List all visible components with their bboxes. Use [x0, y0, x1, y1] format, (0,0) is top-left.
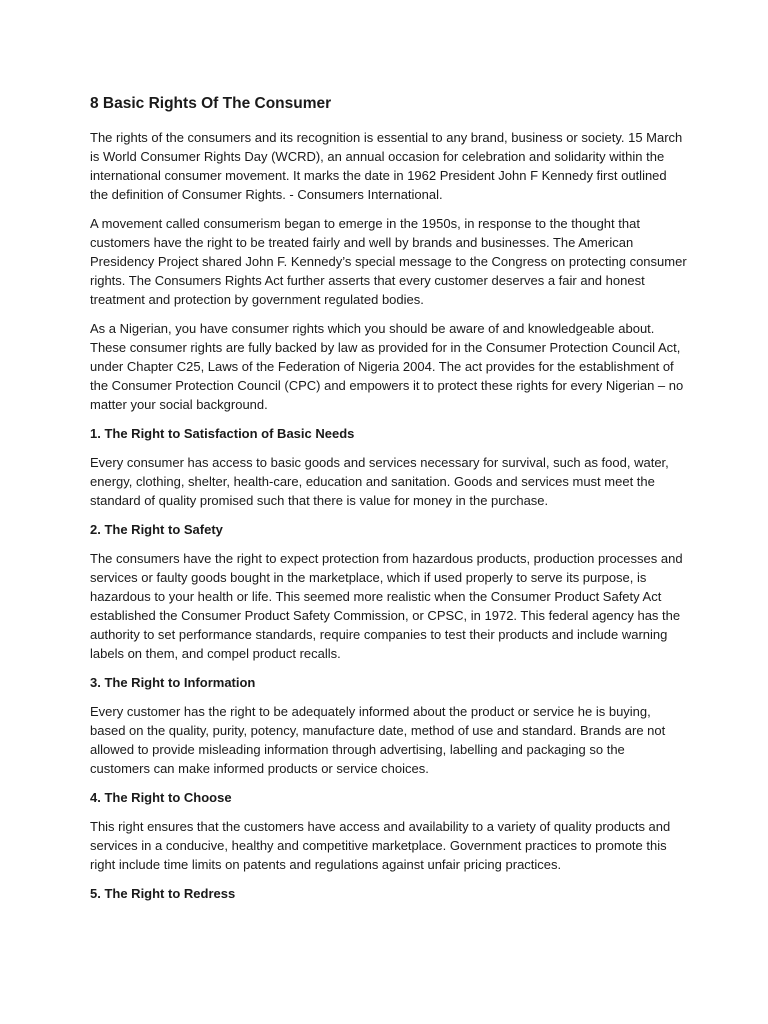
section-body-2: The consumers have the right to expect protection from hazardous products, production processes and services or faulty goods bought in the marketplace, which if used properly to serve its purpose, is hazardous to your health or life. This seemed more realistic when the Consumer Product Safety Act established the Consumer Product Safety Commission, or CPSC, in 1972. This federal agency has the authority to set performance standards, require companies to test their products and include warning labels on them, and compel product recalls. [90, 551, 683, 661]
section-heading-5: 5. The Right to Redress [90, 886, 236, 901]
section-heading-3: 3. The Right to Information [90, 675, 256, 690]
intro-paragraph-3: As a Nigerian, you have consumer rights which you should be aware of and knowledgeable about. These consumer rights are fully backed by law as provided for in the Consumer Protection Council Act, under Chapter C25, Laws of the Federation of Nigeria 2004. The act provides for the establishment of the Consumer Protection Council (CPC) and empowers it to protect these rights for every Nigerian – no matter your social background. [90, 321, 684, 412]
section-body-3: Every customer has the right to be adequately informed about the product or service he is buying, based on the quality, purity, potency, manufacture date, method of use and standard. Brands are not allowed to provide misleading information through advertising, labelling and packaging so the customers can make informed products or service choices. [90, 704, 666, 776]
document-title: 8 Basic Rights Of The Consumer [90, 95, 332, 112]
section-heading-4: 4. The Right to Choose [90, 790, 232, 805]
section-body-1: Every consumer has access to basic goods and services necessary for survival, such as food, water, energy, clothing, shelter, health-care, education and sanitation. Goods and services must meet the standard of quality promised such that there is value for money in the purchase. [90, 455, 669, 508]
section-heading-2: 2. The Right to Safety [90, 522, 223, 537]
section-heading-1: 1. The Right to Satisfaction of Basic Needs [90, 426, 355, 441]
section-body-4: This right ensures that the customers have access and availability to a variety of quality products and services in a conducive, healthy and competitive marketplace. Government practices to promote this right include time limits on patents and regulations against unfair pricing practices. [90, 819, 671, 872]
intro-paragraph-2: A movement called consumerism began to emerge in the 1950s, in response to the thought that customers have the right to be treated fairly and well by brands and businesses. The American Presidency Project shared John F. Kennedy’s special message to the Congress on protecting consumer rights. The Consumers Rights Act further asserts that every customer deserves a fair and honest treatment and protection by government regulated bodies. [90, 216, 687, 307]
intro-paragraph-1: The rights of the consumers and its recognition is essential to any brand, business or society. 15 March is World Consumer Rights Day (WCRD), an annual occasion for celebration and solidarity within the international consumer movement. It marks the date in 1962 President John F Kennedy first outlined the definition of Consumer Rights. - Consumers International. [90, 130, 683, 202]
document-page [90, 94, 688, 913]
